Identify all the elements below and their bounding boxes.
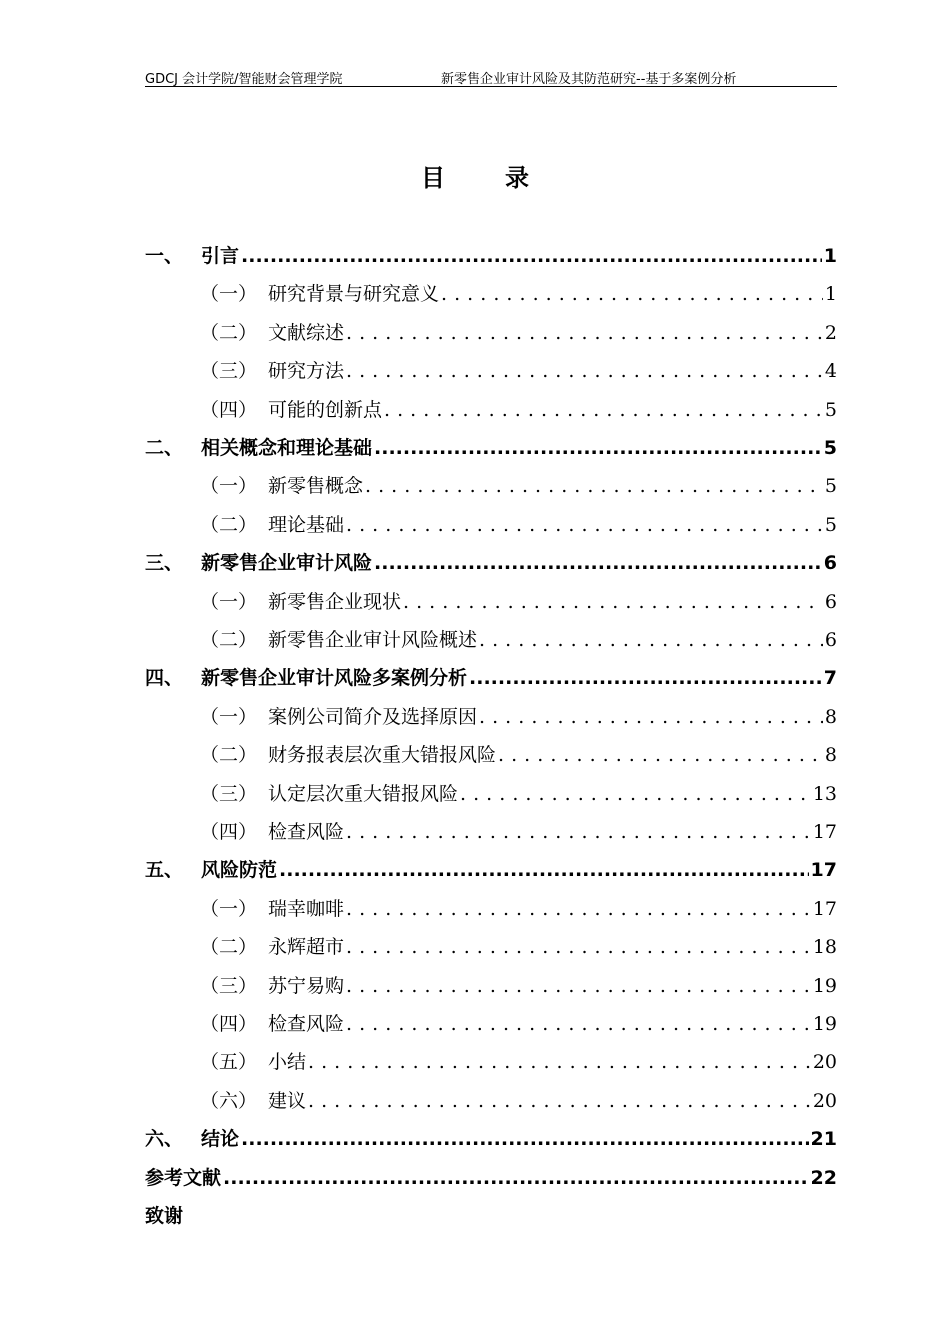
title-part-1: 目 [421,164,445,192]
toc-chapter-entry[interactable] [145,428,837,458]
toc-entry-page-number: 4 [824,360,837,383]
dot-leader [460,785,811,804]
toc-entry-page-number: 5 [824,475,837,498]
toc-entry-page-number: 17 [810,859,837,882]
toc-entry-title: 检查风险 [268,1013,345,1035]
dot-leader [346,938,811,957]
toc-entry-title: 风险防范 [201,859,278,882]
toc-entry-page-number: 20 [812,1089,837,1112]
dot-leader [346,977,811,996]
dot-leader [279,861,809,880]
toc-entry-page-number: 2 [824,321,837,344]
toc-entry-title: 研究方法 [268,360,345,383]
toc-entry-title: 小结 [268,1051,307,1074]
toc-section-entry[interactable] [200,582,837,612]
toc-entry-page-number: 8 [824,744,837,767]
dot-leader [479,708,823,727]
dot-leader [479,631,823,650]
toc-entry-title: 新零售企业审计风险概述 [268,629,478,651]
dot-leader [223,1169,809,1188]
dot-leader [308,1053,811,1072]
toc-entry-page-number: 1 [823,245,837,267]
toc-entry-title: 苏宁易购 [268,974,345,997]
toc-section-entry[interactable] [200,735,837,765]
toc-entry-number: （二） [200,629,258,651]
toc-section-entry[interactable] [200,1042,837,1072]
toc-section-entry[interactable] [200,466,837,496]
toc-entry-title: 检查风险 [268,821,345,843]
toc-entry-page-number: 13 [812,782,837,805]
dot-leader [346,1015,811,1034]
toc-entry-number: 二、 [145,437,184,459]
toc-entry-title: 相关概念和理论基础 [201,437,373,459]
toc-entry-title: 新零售企业审计风险 [201,552,373,575]
toc-entry-page-number: 18 [812,936,837,959]
toc-entry-number: 六、 [145,1128,184,1151]
toc-entry-title: 结论 [201,1128,240,1151]
toc-entry-page-number: 1 [824,283,837,306]
title-part-2: 录 [505,164,529,192]
toc-entry-number: （一） [200,590,258,613]
toc-entry-title: 可能的创新点 [268,398,383,421]
toc-entry-page-number: 20 [812,1051,837,1074]
toc-chapter-entry[interactable] [145,850,837,880]
toc-section-entry[interactable] [200,274,837,304]
toc-entry-number: （三） [200,360,258,383]
toc-entry-title: 认定层次重大错报风险 [268,782,459,805]
dot-leader [308,1092,811,1111]
toc-entry-title: 永辉超市 [268,936,345,959]
toc-chapter-entry[interactable] [145,658,837,688]
toc-entry-title: 案例公司简介及选择原因 [268,705,478,728]
toc-entry-page-number: 19 [812,1013,837,1035]
dot-leader [365,477,823,496]
toc-section-entry[interactable] [200,390,837,420]
toc-entry-page-number: 17 [812,897,837,920]
toc-chapter-entry[interactable] [145,236,837,266]
toc-chapter-entry[interactable] [145,1158,837,1188]
toc-entry-title: 财务报表层次重大错报风险 [268,744,497,767]
toc-entry-title: 参考文献 [145,1166,222,1189]
dot-leader [403,593,823,612]
toc-entry-number: （二） [200,744,258,767]
dot-leader [346,516,823,535]
dot-leader [346,823,811,842]
toc-section-entry[interactable] [200,313,837,343]
dot-leader [498,746,823,765]
toc-entry-page-number: 6 [824,590,837,613]
toc-entry-title: 新零售企业审计风险多案例分析 [201,667,468,690]
toc-entry-title: 理论基础 [268,513,345,536]
toc-entry-page-number: 21 [810,1128,837,1151]
toc-entry-number: （二） [200,513,258,536]
toc-entry-number: （六） [200,1089,258,1112]
dot-leader [469,669,822,688]
dot-leader [374,554,822,573]
dot-leader [241,1130,809,1149]
toc-entry-title: 建议 [268,1089,307,1112]
toc-entry-number: （四） [200,398,258,421]
toc-entry-number: （三） [200,782,258,805]
toc-section-entry[interactable] [200,1081,837,1111]
toc-entry-number: 五、 [145,859,184,882]
toc-chapter-entry[interactable] [145,543,837,573]
toc-entry-number: （一） [200,283,258,306]
toc-entry-number: 一、 [145,245,184,267]
dot-leader [346,900,811,919]
toc-entry-page-number: 6 [824,629,837,651]
toc-section-entry[interactable] [200,620,837,650]
dot-leader [346,324,823,343]
toc-entry-number: （三） [200,974,258,997]
toc-entry-title: 文献综述 [268,321,345,344]
toc-section-entry[interactable] [200,889,837,919]
toc-entry-title: 新零售概念 [268,475,364,498]
header-left: GDCJ 会计学院/智能财会管理学院 [145,72,343,87]
toc-entry-number: 四、 [145,667,184,690]
toc-entry-page-number: 8 [824,705,837,728]
toc-section-entry[interactable] [200,812,837,842]
toc-entry-title: 新零售企业现状 [268,590,402,613]
toc-section-entry[interactable] [200,1004,837,1034]
toc-entry-number: （一） [200,897,258,920]
toc-section-entry[interactable] [200,966,837,996]
toc-entry-number: （五） [200,1051,258,1074]
toc-section-entry[interactable] [200,774,837,804]
toc-entry-page-number: 7 [823,667,837,690]
dot-leader [384,401,823,420]
toc-entry-page-number: 17 [812,821,837,843]
toc-entry-page-number: 19 [812,974,837,997]
toc-entry-title: 瑞幸咖啡 [268,897,345,920]
toc-chapter-entry[interactable] [145,1196,837,1226]
toc-section-entry[interactable] [200,927,837,957]
toc-entry-number: （四） [200,1013,258,1035]
toc-section-entry[interactable] [200,697,837,727]
toc-entry-number: （四） [200,821,258,843]
toc-entry-number: （二） [200,936,258,959]
toc-entry-number: （二） [200,321,258,344]
toc-entry-number: （一） [200,705,258,728]
dot-leader [441,285,823,304]
dot-leader [374,439,822,458]
header-right: 新零售企业审计风险及其防范研究--基于多案例分析 [441,72,737,87]
toc-entry-title: 研究背景与研究意义 [268,283,440,306]
toc-entry-page-number: 5 [824,398,837,421]
toc-entry-page-number: 22 [810,1166,837,1189]
dot-leader [346,362,823,381]
toc-entry-title: 致谢 [145,1205,184,1227]
toc-chapter-entry[interactable] [145,1119,837,1149]
toc-entry-number: （一） [200,475,258,498]
toc-section-entry[interactable] [200,505,837,535]
dot-leader [241,247,822,266]
toc-section-entry[interactable] [200,351,837,381]
toc-entry-page-number: 6 [823,552,837,575]
toc-entry-number: 三、 [145,552,184,575]
toc-entry-page-number: 5 [824,513,837,536]
toc-entry-title: 引言 [201,245,240,267]
toc-entry-page-number: 5 [823,437,837,459]
